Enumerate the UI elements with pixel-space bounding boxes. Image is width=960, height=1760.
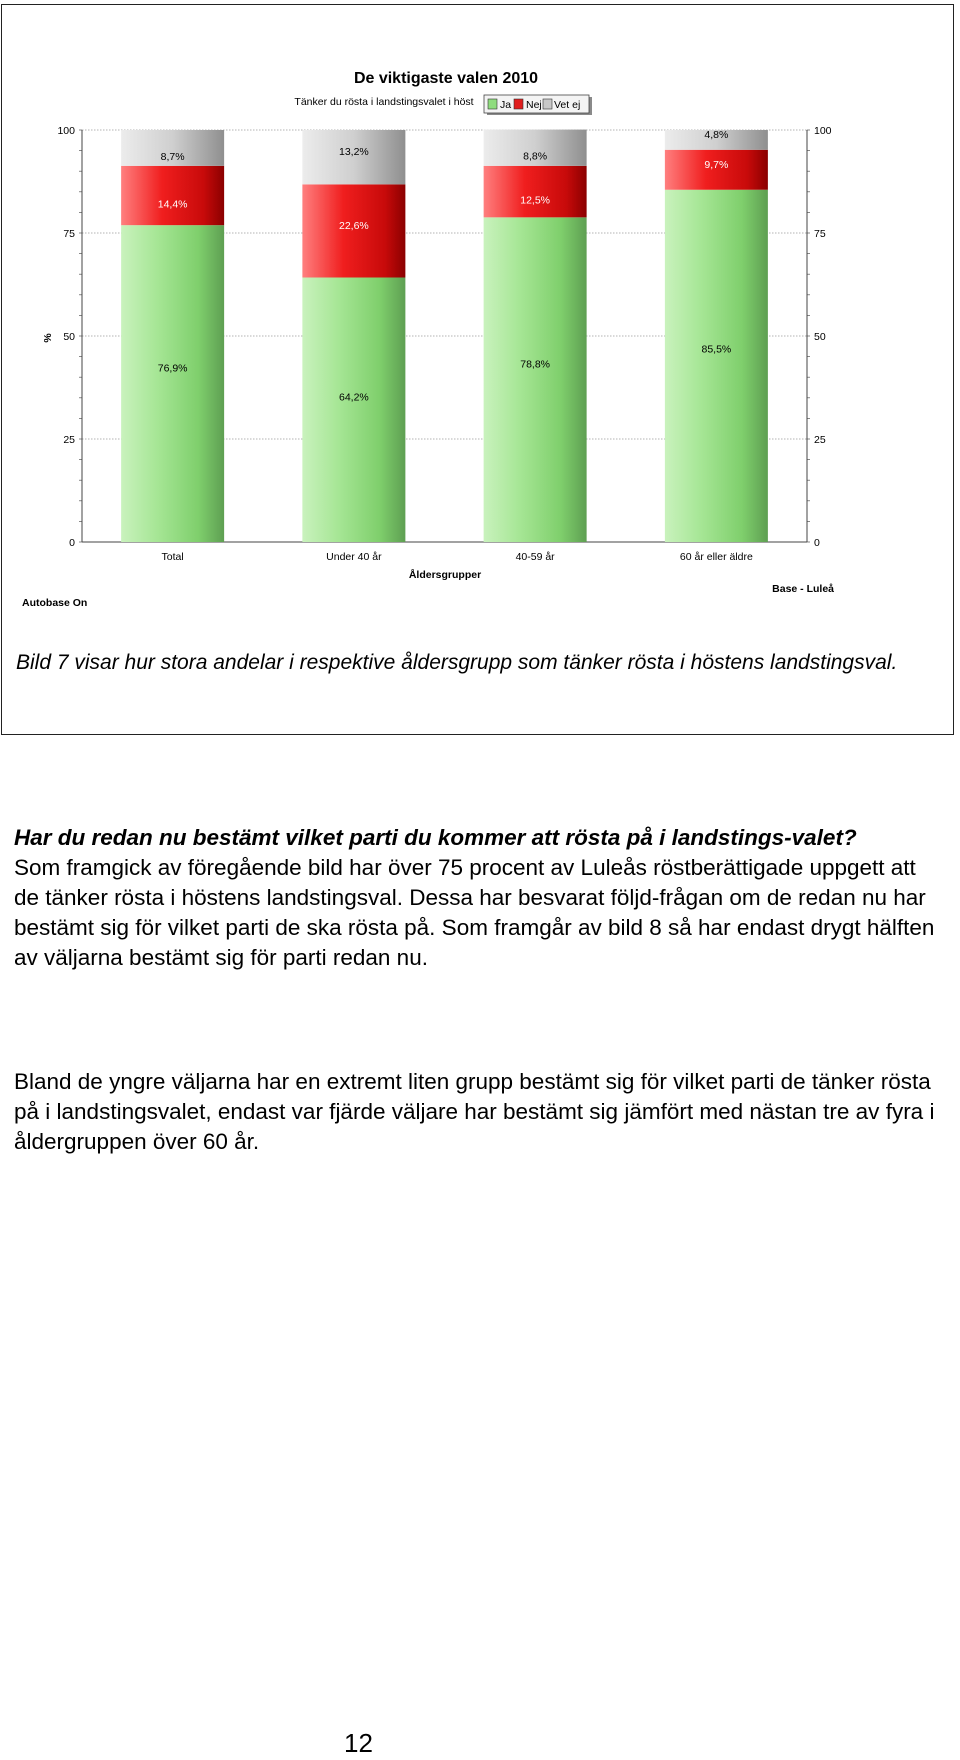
x-axis-label: Åldersgrupper (408, 569, 482, 581)
chart-frame (1, 4, 954, 735)
bar-segment-ja (484, 217, 587, 542)
y-tick-label-right: 25 (814, 434, 826, 446)
x-tick-labels (162, 551, 753, 563)
x-tick-label: 60 år eller äldre (679, 551, 753, 563)
y-axis-label: % (42, 333, 54, 343)
legend-label-vetej: Vet ej (554, 99, 581, 111)
footer-left: Autobase On (22, 597, 88, 609)
chart-subtitle: Tänker du rösta i landstingsvalet i höst (294, 96, 474, 108)
bar-chart (2, 5, 952, 645)
y-tick-label-left: 100 (57, 125, 75, 137)
x-tick-label: Total (161, 551, 184, 563)
paragraph-2: Bland de yngre väljarna har en extremt liten grupp bestämt sig för vilket parti de tänker rösta på i landstingsvalet, endast var fjärde väljare har bestämt sig jämfört med nästan tre av fyra i åldergruppen över 60 år. (14, 1069, 935, 1154)
y-tick-label-right: 50 (814, 331, 826, 343)
data-label: 4,8% (704, 128, 729, 141)
figure-caption: Bild 7 visar hur stora andelar i respektive åldersgrupp som tänker rösta i höstens landstingsval. (16, 651, 898, 674)
x-tick-label: Under 40 år (326, 551, 382, 563)
question-section (14, 823, 944, 973)
legend-swatch-nej (514, 99, 523, 109)
data-label: 85,5% (701, 343, 732, 356)
y-tick-label-right: 100 (814, 125, 832, 137)
y-tick-label-right: 75 (814, 228, 826, 240)
x-tick-label: 40-59 år (515, 551, 555, 563)
data-label: 13,2% (338, 146, 369, 159)
bar-segment-nej (121, 166, 224, 225)
legend-swatch-vetej (543, 99, 552, 109)
y-tick-label-right: 0 (814, 537, 820, 549)
data-label: 14,4% (157, 198, 188, 211)
data-label: 64,2% (338, 391, 369, 404)
page-number: 12 (344, 1728, 373, 1758)
chart-title: De viktigaste valen 2010 (353, 70, 539, 87)
data-label: 78,8% (520, 358, 551, 371)
data-label: 76,9% (157, 362, 188, 375)
bar-segment-ja (302, 277, 405, 542)
bar-segment-nej (484, 166, 587, 218)
footer-right: Base - Luleå (772, 583, 834, 595)
y-tick-label-left: 75 (63, 228, 75, 240)
legend-swatch-ja (488, 99, 497, 109)
data-label: 9,7% (704, 158, 729, 171)
data-label: 8,8% (523, 150, 548, 163)
y-tick-label-left: 0 (69, 537, 75, 549)
data-label: 12,5% (520, 194, 551, 207)
bar-segment-ja (665, 190, 768, 542)
question-heading: Har du redan nu bestämt vilket parti du kommer att rösta på i landstings-valet? (14, 825, 857, 850)
data-label: 8,7% (160, 150, 185, 163)
paragraph-1: Som framgick av föregående bild har över 75 procent av Luleås röstberättigade uppgett att de tänker rösta i höstens landstingsval. Dessa har besvarat följd-frågan om de redan nu har bestämt sig för vilket parti de ska rösta på. Som framgår av bild 8 så har endast drygt hälften av väljarna bestämt sig för parti redan nu. (14, 855, 935, 970)
legend-label-nej: Nej (526, 99, 542, 111)
bar-segment-ja (121, 225, 224, 542)
y-tick-label-left: 25 (63, 434, 75, 446)
y-tick-label-left: 50 (63, 331, 75, 343)
data-label: 22,6% (338, 219, 369, 232)
bars (121, 130, 768, 542)
legend (484, 95, 592, 115)
legend-label-ja: Ja (500, 99, 512, 111)
data-labels (158, 129, 732, 404)
